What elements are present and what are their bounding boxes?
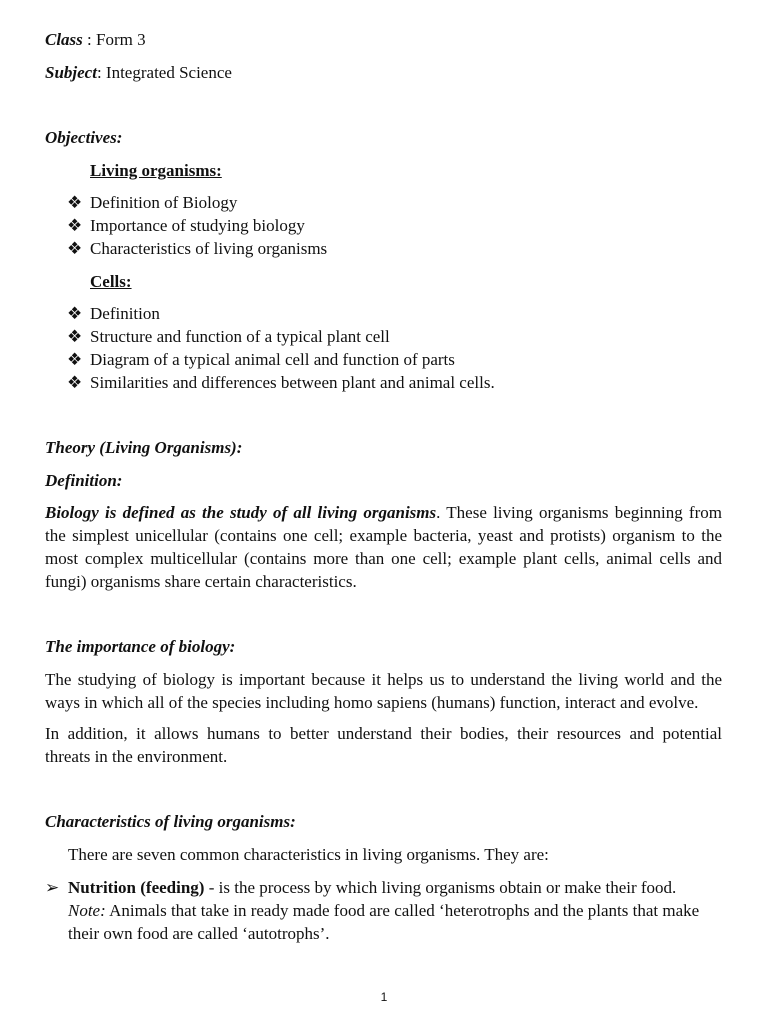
list-item-text: Similarities and differences between plant and animal cells.: [90, 373, 495, 392]
cells-heading: Cells:: [90, 272, 132, 291]
class-value: : Form 3: [82, 30, 146, 49]
diamond-bullet-icon: ❖: [67, 327, 83, 346]
subject-label: Subject: [45, 63, 97, 82]
diamond-bullet-icon: ❖: [67, 350, 83, 369]
note-label: Note:: [68, 901, 106, 920]
subject-value: : Integrated Science: [96, 63, 232, 82]
subject-line: [45, 62, 232, 84]
nutrition-term: Nutrition (feeding): [68, 878, 205, 897]
list-item: [45, 876, 722, 945]
paragraph-line: In addition, it allows humans to better understand their bodies, their resources and potential: [45, 724, 722, 743]
list-item-text: Characteristics of living organisms: [90, 239, 328, 258]
paragraph-line: threats in the environment.: [45, 747, 228, 766]
importance-paragraph-1: [45, 668, 722, 714]
importance-heading: The importance of biology:: [45, 637, 236, 656]
class-label: Class: [45, 30, 83, 49]
diamond-bullet-icon: ❖: [67, 239, 83, 258]
diamond-bullet-icon: ❖: [67, 193, 83, 212]
definition-bold: Biology is defined as the study of all living organisms: [45, 503, 437, 522]
definition-line: fungi) organisms share certain characteristics.: [45, 572, 357, 591]
definition-line: the simplest unicellular (contains one cell; example bacteria, yeast and protists) organism to the: [45, 526, 722, 545]
class-line: [45, 29, 146, 51]
definition-line: most complex multicellular (contains more than one cell; example plant cells, animal cells and: [45, 549, 722, 568]
diamond-bullet-icon: ❖: [67, 216, 83, 235]
list-item-text: Definition of Biology: [90, 193, 238, 212]
note-text: Animals that take in ready made food are called ‘heterotrophs and the plants that make: [105, 901, 700, 920]
list-item-text: Diagram of a typical animal cell and function of parts: [90, 350, 455, 369]
diamond-bullet-icon: ❖: [67, 304, 83, 323]
page-number: 1: [380, 990, 388, 1004]
definition-line: . These living organisms beginning from: [436, 503, 722, 522]
characteristics-intro: There are seven common characteristics in living organisms. They are:: [68, 845, 549, 864]
nutrition-definition: - is the process by which living organisms obtain or make their food.: [204, 878, 677, 897]
definition-heading: Definition:: [45, 471, 123, 490]
definition-paragraph: [45, 501, 722, 593]
diamond-bullet-icon: ❖: [67, 373, 83, 392]
characteristics-heading: Characteristics of living organisms:: [45, 812, 296, 831]
paragraph-line: The studying of biology is important because it helps us to understand the living world and the: [45, 670, 722, 689]
importance-paragraph-2: [45, 722, 722, 768]
paragraph-line: ways in which all of the species including homo sapiens (humans) function, interact and evolve.: [45, 693, 699, 712]
list-item-text: Definition: [90, 304, 160, 323]
living-organisms-heading: Living organisms:: [90, 161, 222, 180]
list-item-text: Structure and function of a typical plant cell: [90, 327, 390, 346]
objectives-heading: Objectives:: [45, 128, 123, 147]
arrow-bullet-icon: ➢: [45, 878, 60, 897]
list-item-text: Importance of studying biology: [90, 216, 305, 235]
theory-heading: Theory (Living Organisms):: [45, 438, 243, 457]
note-text: their own food are called ‘autotrophs’.: [68, 924, 330, 943]
